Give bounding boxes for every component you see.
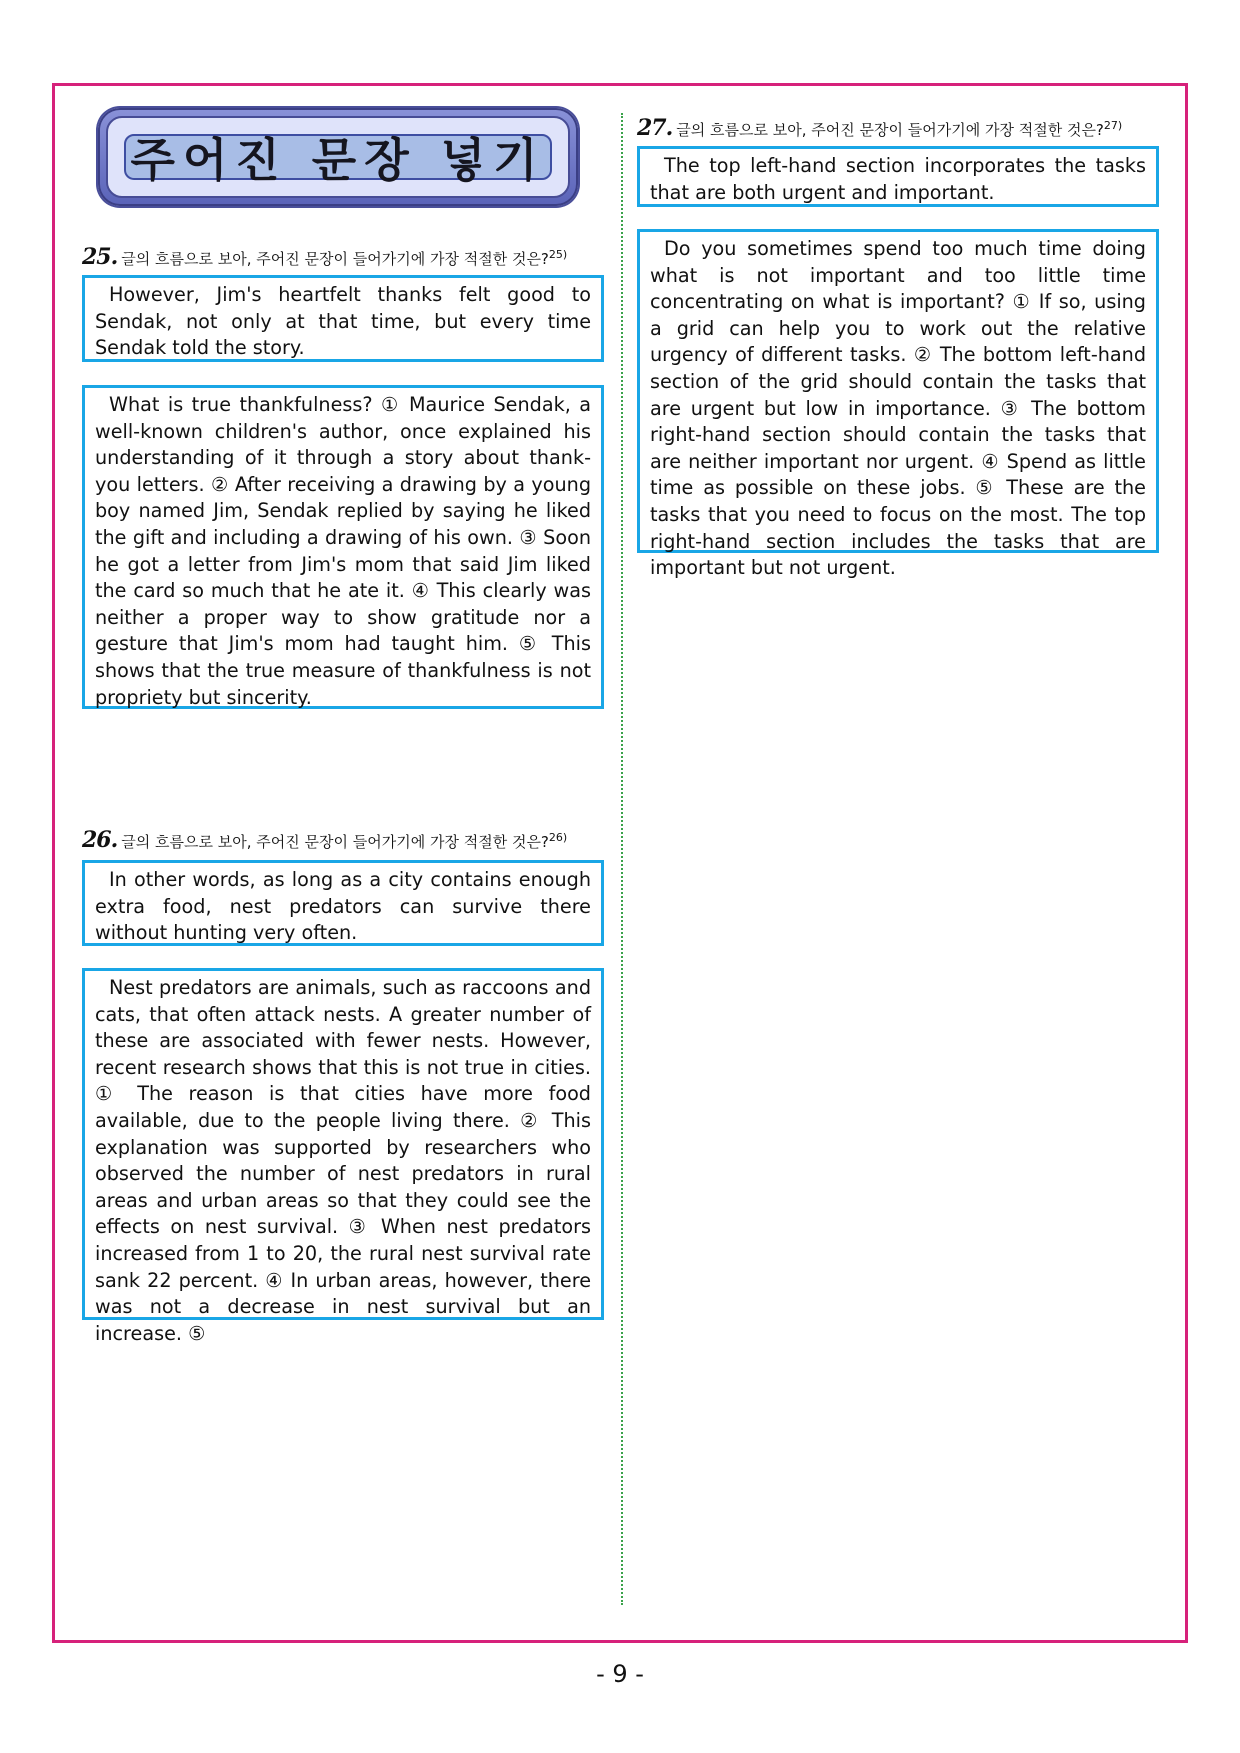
page-title: 주어진 문장 넣기	[130, 133, 546, 187]
footnote-ref: 25)	[548, 248, 568, 261]
question-number: 26.	[82, 827, 118, 853]
page-number: - 9 -	[596, 1660, 644, 1688]
question-27-given-sentence: The top left-hand section incorporates the tasks that are both urgent and important.	[637, 146, 1159, 207]
question-25-passage: What is true thankfulness? ① Maurice Sendak, a well-known children's author, once explained his understanding of it through a story about thank-you letters. ② After receiving a drawing by a young boy named Jim, Sendak replied by saying he liked the gift and including a drawing of his own. ③ Soon he got a letter from Jim's mom that said Jim liked the card so much that he ate it. ④ This clearly was neither a proper way to show gratitude nor a gesture that Jim's mom had taught him. ⑤ This shows that the true measure of thankfulness is not propriety but sincerity.	[82, 385, 604, 709]
question-26-heading	[82, 827, 567, 853]
question-number: 27.	[637, 115, 673, 141]
question-prompt: 글의 흐름으로 보아, 주어진 문장이 들어가기에 가장 적절한 것은?	[676, 121, 1104, 139]
footnote-ref: 27)	[1103, 119, 1123, 132]
question-26-passage: Nest predators are animals, such as raccoons and cats, that often attack nests. A greater number of these are associated with fewer nests. However, recent research shows that this is not true in cities. ① The reason is that cities have more food available, due to the people living there. ② This explanation was supported by researchers who observed the number of nest predators in rural areas and urban areas so that they could see the effects on nest survival. ③ When nest predators increased from 1 to 20, the rural nest survival rate sank 22 percent. ④ In urban areas, however, there was not a decrease in nest survival but an increase. ⑤	[82, 968, 604, 1320]
question-prompt: 글의 흐름으로 보아, 주어진 문장이 들어가기에 가장 적절한 것은?	[121, 833, 549, 851]
question-number: 25.	[82, 244, 118, 270]
column-divider	[621, 113, 623, 1605]
question-prompt: 글의 흐름으로 보아, 주어진 문장이 들어가기에 가장 적절한 것은?	[121, 250, 549, 268]
title-banner-outer-ring	[106, 116, 570, 198]
question-27-heading	[637, 115, 1122, 141]
question-27-passage: Do you sometimes spend too much time doing what is not important and too little time concentrating on what is important? ① If so, using a grid can help you to work out the relative urgency of different tasks. ② The bottom left-hand section of the grid should contain the tasks that are urgent but low in importance. ③ The bottom right-hand section should contain the tasks that are neither important nor urgent. ④ Spend as little time as possible on these jobs. ⑤ These are the tasks that you need to focus on the most. The top right-hand section includes the tasks that are important but not urgent.	[637, 229, 1159, 553]
question-26-given-sentence: In other words, as long as a city contains enough extra food, nest predators can survive there without hunting very often.	[82, 860, 604, 946]
footnote-ref: 26)	[548, 831, 568, 844]
title-banner	[98, 108, 578, 206]
title-banner-inner-panel	[124, 133, 552, 187]
question-25-given-sentence: However, Jim's heartfelt thanks felt good to Sendak, not only at that time, but every time Sendak told the story.	[82, 275, 604, 362]
question-25-heading	[82, 244, 567, 270]
